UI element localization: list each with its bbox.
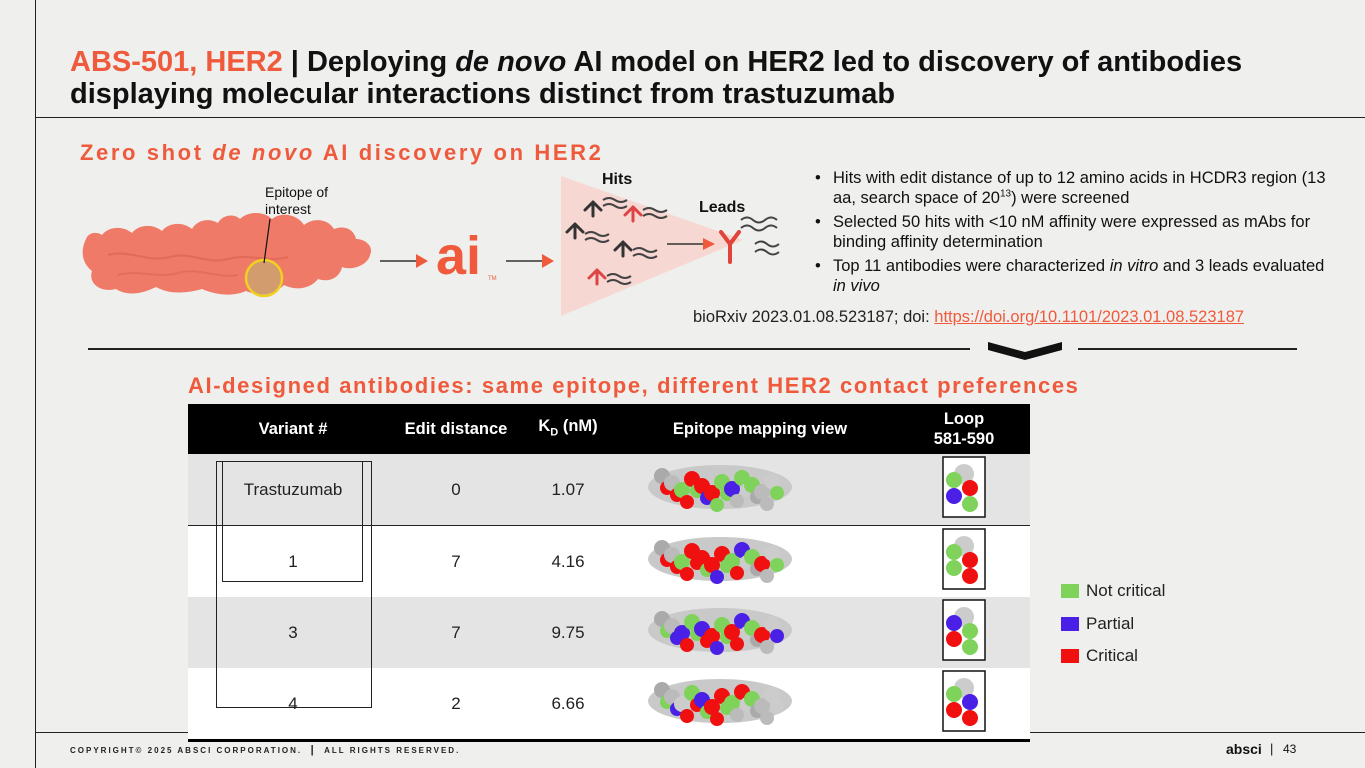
section1-part2: AI discovery on HER2 — [314, 140, 604, 165]
bullet3-italic1: in vitro — [1109, 257, 1159, 275]
her2-protein-surface — [78, 205, 378, 300]
citation — [693, 308, 1244, 327]
table-header-row — [188, 404, 1030, 454]
section-divider-right — [1078, 348, 1297, 350]
epitope-map-image — [622, 454, 898, 520]
cell-loop — [898, 526, 1030, 598]
chevron-down-icon — [986, 340, 1064, 362]
hits-label: Hits — [602, 171, 633, 188]
header-loop — [898, 404, 1030, 454]
cell-loop — [898, 668, 1030, 741]
epitope-map-image — [622, 597, 898, 663]
cell-edit-distance: 2 — [398, 668, 514, 741]
epitope-map-image — [622, 526, 898, 592]
left-rule — [35, 0, 36, 768]
cell-kd: 1.07 — [514, 454, 622, 526]
cell-edit-distance: 7 — [398, 526, 514, 598]
cell-variant: 4 — [188, 668, 398, 741]
bullet-top-antibodies — [815, 256, 1335, 296]
legend-swatch — [1061, 617, 1079, 631]
epitope-label: Epitope of interest — [265, 184, 329, 217]
cell-epitope-view — [622, 454, 898, 526]
bullet1-text-end: ) were screened — [1011, 189, 1130, 207]
header-kd-unit: (nM) — [558, 416, 598, 435]
citation-text: bioRxiv 2023.01.08.523187; doi: — [693, 308, 935, 326]
ai-logo: ai — [436, 226, 482, 286]
legend-label: Critical — [1086, 646, 1138, 666]
header-kd — [514, 404, 622, 454]
arrow-to-ai-icon — [380, 252, 430, 270]
legend-label: Not critical — [1086, 581, 1166, 601]
header-variant: Variant # — [188, 404, 398, 454]
loop-image — [898, 668, 1030, 734]
header-kd-main: K — [538, 416, 551, 435]
legend-swatch — [1061, 649, 1079, 663]
cell-kd: 9.75 — [514, 597, 622, 668]
bullet-hits-screened — [815, 168, 1335, 208]
cell-variant: 1 — [188, 526, 398, 598]
header-kd-sub: D — [550, 426, 559, 439]
legend-swatch — [1061, 584, 1079, 598]
title-part2: AI model on HER2 led to discovery of antibodies displaying molecular interactions distinct from trastuzumab — [70, 46, 1243, 110]
title-divider — [35, 117, 1365, 118]
legend-item-not-critical — [1061, 575, 1165, 608]
cell-loop — [898, 597, 1030, 668]
page-number: 43 — [1283, 742, 1297, 756]
epitope-map-image — [622, 668, 898, 734]
section-divider-left — [88, 348, 970, 350]
cell-variant: 3 — [188, 597, 398, 668]
title-prefix: ABS-501, HER2 — [70, 46, 283, 78]
section1-italic: de novo — [212, 140, 315, 165]
header-loop-line1: Loop — [943, 410, 985, 428]
header-epitope-view: Epitope mapping view — [622, 404, 898, 454]
loop-image — [898, 597, 1030, 663]
cell-epitope-view — [622, 668, 898, 741]
absci-logo: absci — [1226, 741, 1262, 757]
hits-to-leads-funnel — [555, 170, 805, 320]
title-italic: de novo — [455, 46, 567, 78]
section1-part1: Zero shot — [80, 140, 213, 165]
title-separator: | — [282, 46, 307, 78]
footer-separator: | — [310, 744, 316, 756]
section-heading-zero-shot — [80, 140, 603, 166]
contact-legend — [1061, 575, 1165, 673]
cell-edit-distance: 7 — [398, 597, 514, 668]
cell-edit-distance: 0 — [398, 454, 514, 526]
bullet3-text-mid: and 3 leads evaluated — [1158, 257, 1325, 275]
cell-epitope-view — [622, 597, 898, 668]
ai-trademark: TM — [488, 276, 497, 282]
arrow-to-funnel-icon — [506, 252, 556, 270]
rights-text: ALL RIGHTS RESERVED. — [324, 746, 461, 755]
cell-variant: Trastuzumab — [188, 454, 398, 526]
loop-image — [898, 526, 1030, 592]
loop-image — [898, 454, 1030, 520]
bullet1-sup: 13 — [999, 188, 1012, 200]
bullet2-text: Selected 50 hits with <10 nM affinity were expressed as mAbs for binding affinity determination — [833, 213, 1311, 251]
doi-link[interactable]: https://doi.org/10.1101/2023.01.08.523187 — [934, 308, 1245, 326]
title-part1: Deploying — [306, 46, 456, 78]
cell-kd: 6.66 — [514, 668, 622, 741]
legend-label: Partial — [1086, 613, 1135, 633]
bullet3-italic2: in vivo — [833, 277, 880, 295]
page-separator: | — [1270, 741, 1274, 756]
cell-epitope-view — [622, 526, 898, 598]
cell-loop — [898, 454, 1030, 526]
copyright-text: COPYRIGHT© 2025 ABSCI CORPORATION. — [70, 746, 303, 755]
findings-list — [815, 168, 1335, 300]
header-edit-distance: Edit distance — [398, 404, 514, 454]
bullet3-text: Top 11 antibodies were characterized — [833, 257, 1110, 275]
legend-item-partial — [1061, 608, 1165, 641]
leads-label: Leads — [699, 199, 746, 216]
slide-title — [70, 46, 1330, 110]
trastuzumab-variant1-outline — [222, 461, 363, 582]
legend-item-critical — [1061, 640, 1165, 673]
copyright-footer — [70, 744, 460, 756]
cell-kd: 4.16 — [514, 526, 622, 598]
section-heading-ai-designed: AI-designed antibodies: same epitope, different HER2 contact preferences — [188, 373, 1080, 398]
bullet-selected-hits — [815, 212, 1335, 252]
bullet1-text: Hits with edit distance of up to 12 amino acids in HCDR3 region (13 aa, search space of 20 — [833, 169, 1326, 207]
header-loop-line2: 581-590 — [933, 430, 995, 448]
